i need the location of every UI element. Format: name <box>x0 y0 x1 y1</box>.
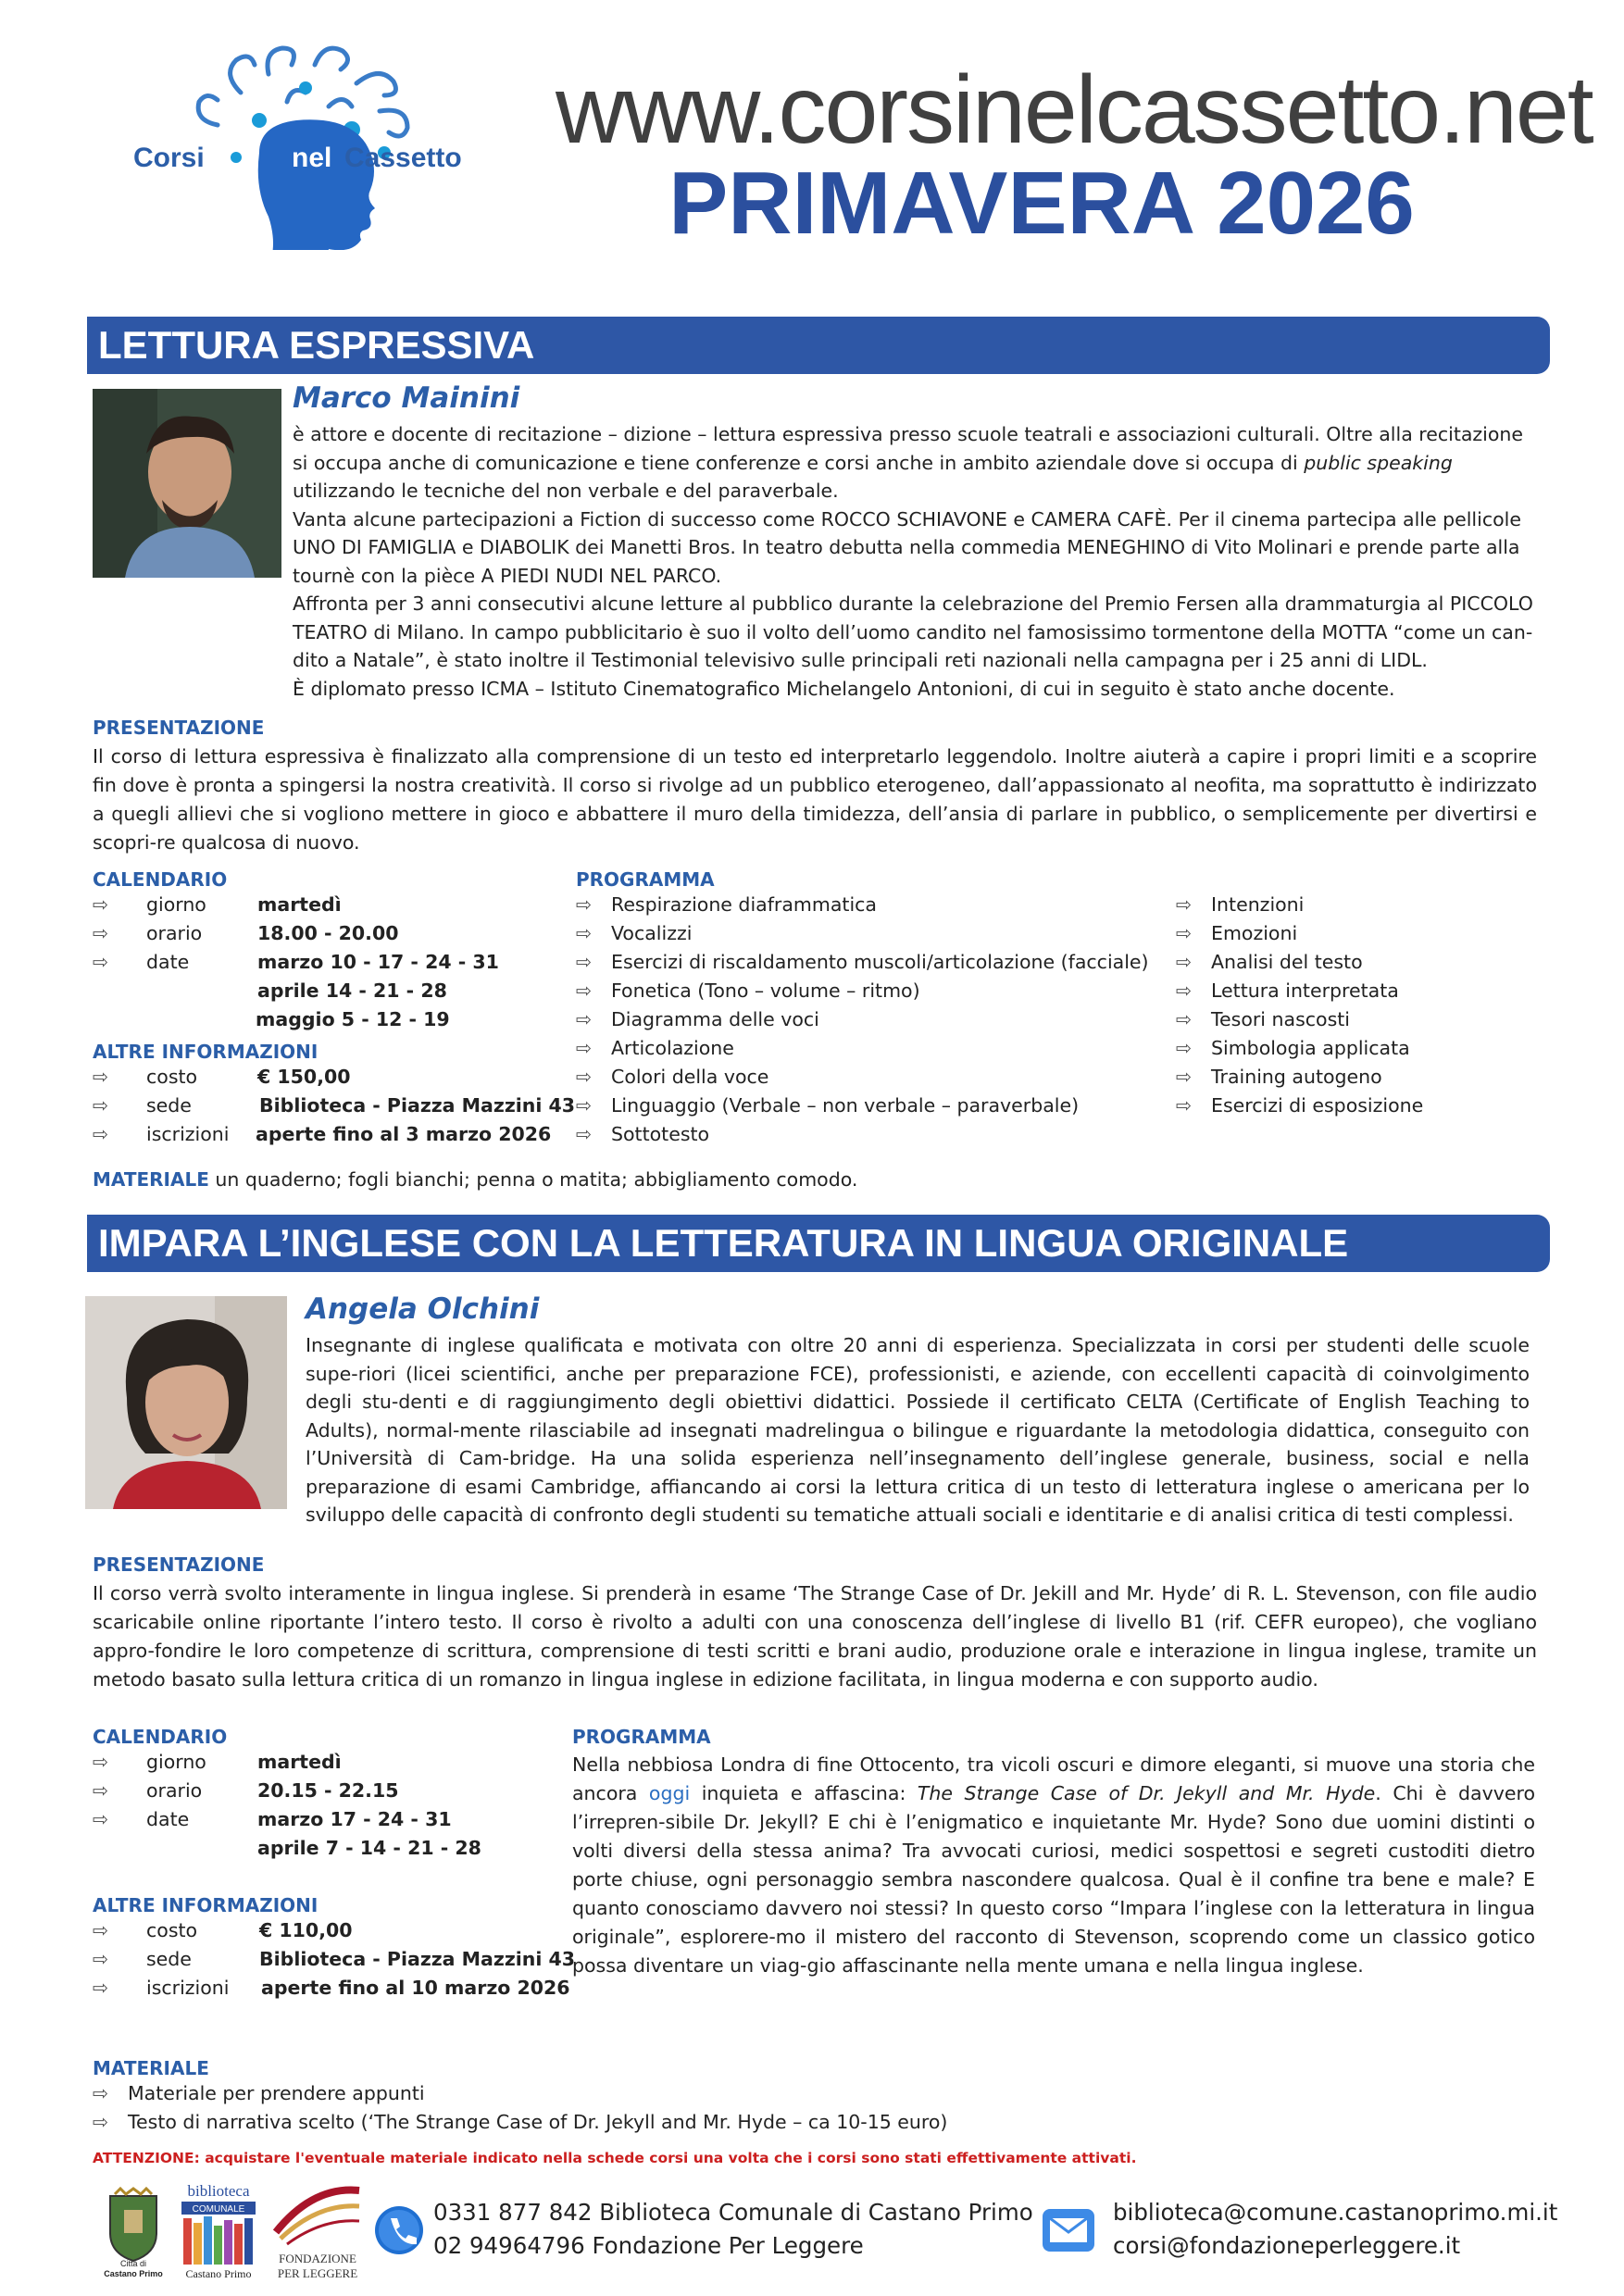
course1-giorno-row <box>93 891 556 919</box>
arrow-icon: ⇨ <box>93 2111 109 2133</box>
arrow-icon: ⇨ <box>576 1123 593 1145</box>
bio1-text-b: utilizzando le tecniche del non verbale e del paraverbale. <box>293 480 839 502</box>
course2-materiale-item-2 <box>93 2108 947 2137</box>
course1-materiale-heading: MATERIALE <box>93 1168 209 1191</box>
course1-altre-heading: ALTRE INFORMAZIONI <box>93 1041 319 1063</box>
programma-item-text: Linguaggio (Verbale – non verbale – paraverbale) <box>611 1094 1080 1117</box>
programma-item-text: Lettura interpretata <box>1211 980 1399 1002</box>
arrow-icon: ⇨ <box>93 1948 109 1970</box>
phone-biblioteca[interactable]: 0331 877 842 Biblioteca Comunale di Castano Primo <box>433 2199 1033 2226</box>
programma-item <box>576 948 1149 977</box>
course2-title-bar: IMPARA L’INGLESE CON LA LETTERATURA IN LINGUA ORIGINALE <box>87 1215 1550 1272</box>
programma-item-text: Analisi del testo <box>1211 951 1363 973</box>
logo-word-cassetto: Cassetto <box>344 143 462 173</box>
teacher2-photo <box>85 1296 287 1509</box>
arrow-icon: ⇨ <box>1176 922 1193 944</box>
course1-iscrizioni-row <box>93 1120 574 1149</box>
lib-label-3: Castano Primo <box>185 2267 252 2280</box>
castano-crest <box>96 2187 170 2279</box>
programma-item-text: Emozioni <box>1211 922 1298 944</box>
programma-item <box>1176 1034 1410 1063</box>
programma-item <box>576 1034 734 1063</box>
teacher2-bio: Insegnante di inglese qualificata e motivata con oltre 20 anni di esperienza. Specializzata in corsi per studenti delle scuole supe-riori (licei scientifici, anche per preparazione FCE), professionisti, e aziende, con eccellenti capacità di coinvolgimento degli stu-denti e di raggiungimento degli obiettivi didattici. Possiede il certificato CELTA (Certificate of English Teaching to Adults), normal-mente rilasciabile ad insegnati madrelingua o bilingue e riguardante la metodologia didattica, conseguito con l’Università di Cam-bridge. Ha una solida esperienza nell’insegnamento dell’inglese generale, business, social e nella preparazione di esami Cambridge, affiancando ai corsi la lettura critica di un testo di letteratura inglese o americana per lo sviluppo delle capacità di confronto degli studenti su tematiche attuali sociali e identitarie e di analisi critica di testi complessi. <box>306 1334 1530 1526</box>
arrow-icon: ⇨ <box>93 1066 109 1088</box>
giorno-value: martedì <box>257 893 342 916</box>
programma-item <box>1176 977 1399 1005</box>
arrow-icon: ⇨ <box>93 893 109 916</box>
arrow-icon: ⇨ <box>1176 1037 1193 1059</box>
programma-item-text: Respirazione diaframmatica <box>611 893 877 916</box>
sede-value: Biblioteca - Piazza Mazzini 43 <box>259 1948 576 1970</box>
arrow-icon: ⇨ <box>576 980 593 1002</box>
arrow-icon: ⇨ <box>93 1779 109 1802</box>
arrow-icon: ⇨ <box>576 893 593 916</box>
course1-date-row-3 <box>93 1005 556 1034</box>
course1-materiale <box>93 1168 857 1191</box>
course2-materiale-heading: MATERIALE <box>93 2057 209 2079</box>
programma-item-text: Articolazione <box>611 1037 734 1059</box>
orario-value: 18.00 - 20.00 <box>257 922 399 944</box>
date-label: date <box>146 1808 190 1830</box>
teacher1-name: Marco Mainini <box>293 381 520 415</box>
arrow-icon: ⇨ <box>93 1808 109 1830</box>
programma-item <box>576 919 692 948</box>
course1-costo-row <box>93 1063 574 1092</box>
course2-altre-heading: ALTRE INFORMAZIONI <box>93 1894 319 1916</box>
arrow-icon: ⇨ <box>93 2082 109 2104</box>
logo-word-corsi: Corsi <box>133 143 205 173</box>
course1-date-row-2 <box>93 977 556 1005</box>
course2-iscrizioni-row <box>93 1974 574 2003</box>
arrow-icon: ⇨ <box>93 1977 109 1999</box>
fond-label-1: FONDAZIONE <box>279 2252 356 2265</box>
course1-calendario-heading: CALENDARIO <box>93 868 228 891</box>
logo <box>130 37 518 250</box>
prog-text-3: . Chi è davvero l’irrepren-sibile Dr. Jekyll? E chi è l’enigmatico e inquietante Mr. Hyde? Sono due uomini distinti o volti diversi della stessa anima? Tra avvocati curiosi, medici sospettosi e segreti custoditi dietro porte chiuse, ogni personaggio sembra nascondere qualcosa. Qual è il confine tra bene e male? E quanto conosciamo davvero noi stessi? In questo corso “Impara l’inglese con la letteratura in lingua originale”, esplorere-mo il mistero del racconto di Stevenson, scoprendo come un classico gotico possa diventare un viag-gio affascinante nella mente umana e nella lingua inglese. <box>572 1782 1536 1977</box>
giorno-label: giorno <box>146 1751 206 1773</box>
iscrizioni-label: iscrizioni <box>146 1123 230 1145</box>
attenzione-notice: ATTENZIONE: acquistare l'eventuale materiale indicato nella schede corsi una volta che i corsi sono stati effettivamente attivati. <box>93 2150 1137 2166</box>
course2-date-row-2 <box>93 1834 574 1863</box>
course2-giorno-row <box>93 1748 574 1777</box>
programma-item-text: Simbologia applicata <box>1211 1037 1410 1059</box>
bio1-para-2: Vanta alcune partecipazioni a Fiction di successo come ROCCO SCHIAVONE e CAMERA CAFÈ. Per il cinema partecipa alle pellicole UNO DI FAMIGLIA e DIABOLIK dei Manetti Bros. In teatro debutta nella commedia MENEGHINO di Vito Molinari e prende parte alla tournè con la pièce A PIEDI NUDI NEL PARCO. <box>293 507 1521 587</box>
date-label: date <box>146 951 190 973</box>
arrow-icon: ⇨ <box>1176 980 1193 1002</box>
programma-item-text: Esercizi di riscaldamento muscoli/articolazione (facciale) <box>611 951 1149 973</box>
programma-item <box>1176 1092 1423 1120</box>
arrow-icon: ⇨ <box>576 922 593 944</box>
date-value-1: marzo 17 - 24 - 31 <box>257 1808 452 1830</box>
materiale-item-text: Materiale per prendere appunti <box>128 2082 425 2104</box>
course2-presentazione-heading: PRESENTAZIONE <box>93 1554 265 1576</box>
teacher1-bio <box>293 420 1533 703</box>
costo-value: € 150,00 <box>257 1066 351 1088</box>
arrow-icon: ⇨ <box>576 1037 593 1059</box>
iscrizioni-value: aperte fino al 3 marzo 2026 <box>256 1123 552 1145</box>
teacher2-name: Angela Olchini <box>306 1292 540 1326</box>
programma-item <box>576 1120 709 1149</box>
date-value-2: aprile 14 - 21 - 28 <box>257 980 447 1002</box>
date-value-2: aprile 7 - 14 - 21 - 28 <box>257 1837 481 1859</box>
season-title: PRIMAVERA 2026 <box>668 154 1415 253</box>
costo-label: costo <box>146 1919 198 1941</box>
course2-materiale-item-1 <box>93 2079 425 2108</box>
programma-item-text: Intenzioni <box>1211 893 1305 916</box>
course2-sede-row <box>93 1945 574 1974</box>
programma-item-text: Fonetica (Tono – volume – ritmo) <box>611 980 920 1002</box>
biblioteca-logo <box>178 2181 259 2283</box>
site-url[interactable]: www.corsinelcassetto.net <box>556 56 1593 164</box>
arrow-icon: ⇨ <box>93 951 109 973</box>
course1-materiale-text: un quaderno; fogli bianchi; penna o matita; abbigliamento comodo. <box>208 1168 858 1191</box>
bio1-text-a: è attore e docente di recitazione – dizione – lettura espressiva presso scuole teatrali e associazioni culturali. Oltre alla recitazione si occupa anche di comunicazione e tiene conferenze e corsi anche in ambito aziendale dove si occupa di <box>293 423 1524 474</box>
costo-value: € 110,00 <box>259 1919 353 1941</box>
course2-programma-text <box>572 1751 1535 1980</box>
programma-item-text: Training autogeno <box>1211 1066 1382 1088</box>
sede-label: sede <box>146 1094 192 1117</box>
programma-item-text: Diagramma delle voci <box>611 1008 819 1030</box>
arrow-icon: ⇨ <box>1176 893 1193 916</box>
arrow-icon: ⇨ <box>1176 1066 1193 1088</box>
programma-item <box>576 1063 768 1092</box>
phone-fondazione[interactable]: 02 94964796 Fondazione Per Leggere <box>433 2232 864 2259</box>
programma-item-text: Esercizi di esposizione <box>1211 1094 1424 1117</box>
programma-item <box>1176 919 1297 948</box>
course2-orario-row <box>93 1777 574 1805</box>
costo-label: costo <box>146 1066 198 1088</box>
course2-date-row <box>93 1805 574 1834</box>
course1-presentazione-text: Il corso di lettura espressiva è finalizzato alla comprensione di un testo ed interpretarlo leggendolo. Inoltre aiuterà a capire i propri limiti e a scoprire fin dove è pronta a spingersi la nostra creatività. Il corso si rivolge ad un pubblico eterogeneo, dall’appassionato al neofita, ma soprattutto è indirizzato a quegli allievi che si vogliono mettere in gioco e abbattere il muro della timidezza, dell’ansia di parlare in pubblico, o semplicemente per divertirsi e scopri-re qualcosa di nuovo. <box>93 745 1537 854</box>
sede-label: sede <box>146 1948 192 1970</box>
fond-label-2: PER LEGGERE <box>277 2266 358 2280</box>
bio1-para-3: Affronta per 3 anni consecutivi alcune letture al pubblico durante la celebrazione del Premio Fersen alla drammaturgia al PICCOLO TEATRO di Milano. In campo pubblicitario è suo il volto dell’uomo candito nel famosissimo tormentone della MOTTA “come un can-dito a Natale”, è stato inoltre il Testimonial televisivo sulle principali reti nazionali nella campagna per i 25 anni di LIDL. <box>293 593 1533 671</box>
giorno-label: giorno <box>146 893 206 916</box>
arrow-icon: ⇨ <box>576 1066 593 1088</box>
course1-orario-row <box>93 919 556 948</box>
lib-label-1: biblioteca <box>187 2182 250 2200</box>
orario-label: orario <box>146 922 203 944</box>
course1-date-row <box>93 948 556 977</box>
programma-item-text: Sottotesto <box>611 1123 710 1145</box>
course2-calendario-heading: CALENDARIO <box>93 1726 228 1748</box>
course2-costo-row <box>93 1916 574 1945</box>
iscrizioni-value: aperte fino al 10 marzo 2026 <box>261 1977 570 1999</box>
prog-text-1: Nella nebbiosa Londra di fine Ottocento, tra vicoli oscuri e dimore eleganti, si muove una storia che ancora <box>572 1753 1535 1804</box>
arrow-icon: ⇨ <box>576 1008 593 1030</box>
course1-programma-heading: PROGRAMMA <box>576 868 715 891</box>
head-silhouette-icon <box>130 37 518 250</box>
course2-programma-heading: PROGRAMMA <box>572 1726 711 1748</box>
prog-text-oggi: oggi <box>648 1782 691 1804</box>
arrow-icon: ⇨ <box>576 951 593 973</box>
course2-presentazione-text: Il corso verrà svolto interamente in lingua inglese. Si prenderà in esame ‘The Strange Case of Dr. Jekill and Mr. Hyde’ di R. L. Stevenson, con file audio scaricabile online riportante l’intero testo. Il corso è rivolto a adulti con una conoscenza dell’inglese di livello B1 (rif. CEFR europeo), che vogliano appro-fondire le loro competenze di scrittura, comprensione di testi scritti e brani audio, produzione orale e interazione in lingua inglese, tramite un metodo basato sulla lettura critica di un romanzo in lingua inglese in edizione facilitata, in lingua moderna e con supporto audio. <box>93 1582 1537 1691</box>
date-value-3: maggio 5 - 12 - 19 <box>256 1008 450 1030</box>
arrow-icon: ⇨ <box>93 1751 109 1773</box>
course1-presentazione-heading: PRESENTAZIONE <box>93 717 265 739</box>
course1-title-bar: LETTURA ESPRESSIVA <box>87 317 1550 374</box>
prog-text-title: The Strange Case of Dr. Jekyll and Mr. Hyde <box>917 1782 1376 1804</box>
email-fondazione[interactable]: corsi@fondazioneperleggere.it <box>1113 2232 1461 2259</box>
programma-item <box>576 1092 1079 1120</box>
arrow-icon: ⇨ <box>1176 1094 1193 1117</box>
arrow-icon: ⇨ <box>93 1094 109 1117</box>
date-value-1: marzo 10 - 17 - 24 - 31 <box>257 951 499 973</box>
arrow-icon: ⇨ <box>93 1123 109 1145</box>
programma-item-text: Colori della voce <box>611 1066 769 1088</box>
lib-label-2: COMUNALE <box>192 2204 245 2215</box>
email-icon <box>1041 2207 1096 2253</box>
fondazione-logo <box>267 2181 369 2283</box>
iscrizioni-label: iscrizioni <box>146 1977 230 1999</box>
bio1-text-em: public speaking <box>1304 451 1453 474</box>
arrow-icon: ⇨ <box>1176 951 1193 973</box>
teacher1-photo <box>93 389 281 578</box>
crest-label-2: Castano Primo <box>104 2269 163 2278</box>
programma-item <box>576 891 877 919</box>
orario-label: orario <box>146 1779 203 1802</box>
orario-value: 20.15 - 22.15 <box>257 1779 399 1802</box>
programma-item-text: Vocalizzi <box>611 922 693 944</box>
email-biblioteca[interactable]: biblioteca@comune.castanoprimo.mi.it <box>1113 2199 1558 2226</box>
arrow-icon: ⇨ <box>576 1094 593 1117</box>
logo-word-nel: nel <box>292 143 332 173</box>
materiale-item-text: Testo di narrativa scelto (‘The Strange Case of Dr. Jekyll and Mr. Hyde – ca 10-15 euro) <box>128 2111 948 2133</box>
crest-label-1: Città di <box>119 2259 147 2268</box>
programma-item <box>1176 1005 1350 1034</box>
arrow-icon: ⇨ <box>93 922 109 944</box>
programma-item-text: Tesori nascosti <box>1211 1008 1350 1030</box>
programma-item <box>576 1005 819 1034</box>
course1-sede-row <box>93 1092 574 1120</box>
arrow-icon: ⇨ <box>1176 1008 1193 1030</box>
programma-item <box>1176 948 1363 977</box>
programma-item <box>576 977 920 1005</box>
arrow-icon: ⇨ <box>93 1919 109 1941</box>
bio1-para-4: È diplomato presso ICMA – Istituto Cinematografico Michelangelo Antonioni, di cui in seguito è stato anche docente. <box>293 677 1395 700</box>
programma-item <box>1176 891 1304 919</box>
giorno-value: martedì <box>257 1751 342 1773</box>
sede-value: Biblioteca - Piazza Mazzini 43 <box>259 1094 576 1117</box>
prog-text-2: inquieta e affascina: <box>690 1782 918 1804</box>
programma-item <box>1176 1063 1382 1092</box>
phone-icon <box>374 2205 424 2255</box>
